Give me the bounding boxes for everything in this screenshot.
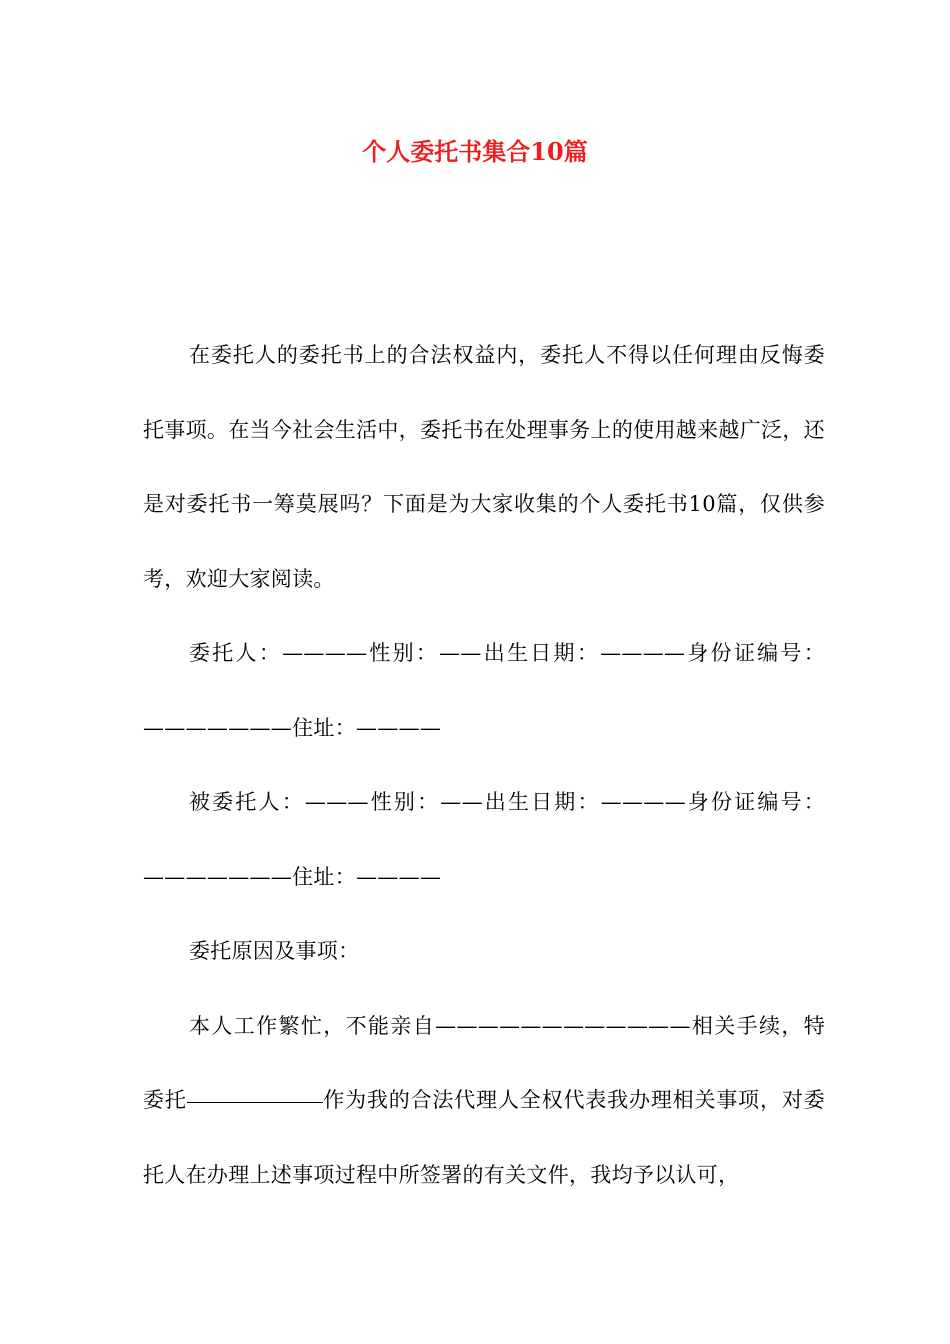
authorization-text-start: 本人工作繁忙，不能亲自————————————相关手续，特委托 bbox=[143, 1013, 825, 1112]
document-title: 个人委托书集合10篇 bbox=[362, 137, 588, 166]
reason-heading-paragraph: 委托原因及事项： bbox=[189, 939, 360, 963]
agent-name-blank bbox=[187, 1101, 323, 1103]
document-body bbox=[143, 318, 825, 1212]
agent-info-paragraph: 被委托人：———性别：——出生日期：————身份证编号：———————住址：———— bbox=[143, 790, 825, 889]
intro-paragraph: 在委托人的委托书上的合法权益内，委托人不得以任何理由反悔委托事项。在当今社会生活中，委托书在处理事务上的使用越来越广泛，还是对委托书一筹莫展吗？下面是为大家收集的个人委托书10篇，仅供参考，欢迎大家阅读。 bbox=[143, 343, 825, 591]
authorization-paragraph bbox=[143, 989, 825, 1213]
principal-info-paragraph: 委托人：————性别：——出生日期：————身份证编号：———————住址：———— bbox=[143, 641, 825, 740]
authorization-text-end: 作为我的合法代理人全权代表我办理相关事项，对委托人在办理上述事项过程中所签署的有关文件，我均予以认可， bbox=[143, 1088, 825, 1187]
